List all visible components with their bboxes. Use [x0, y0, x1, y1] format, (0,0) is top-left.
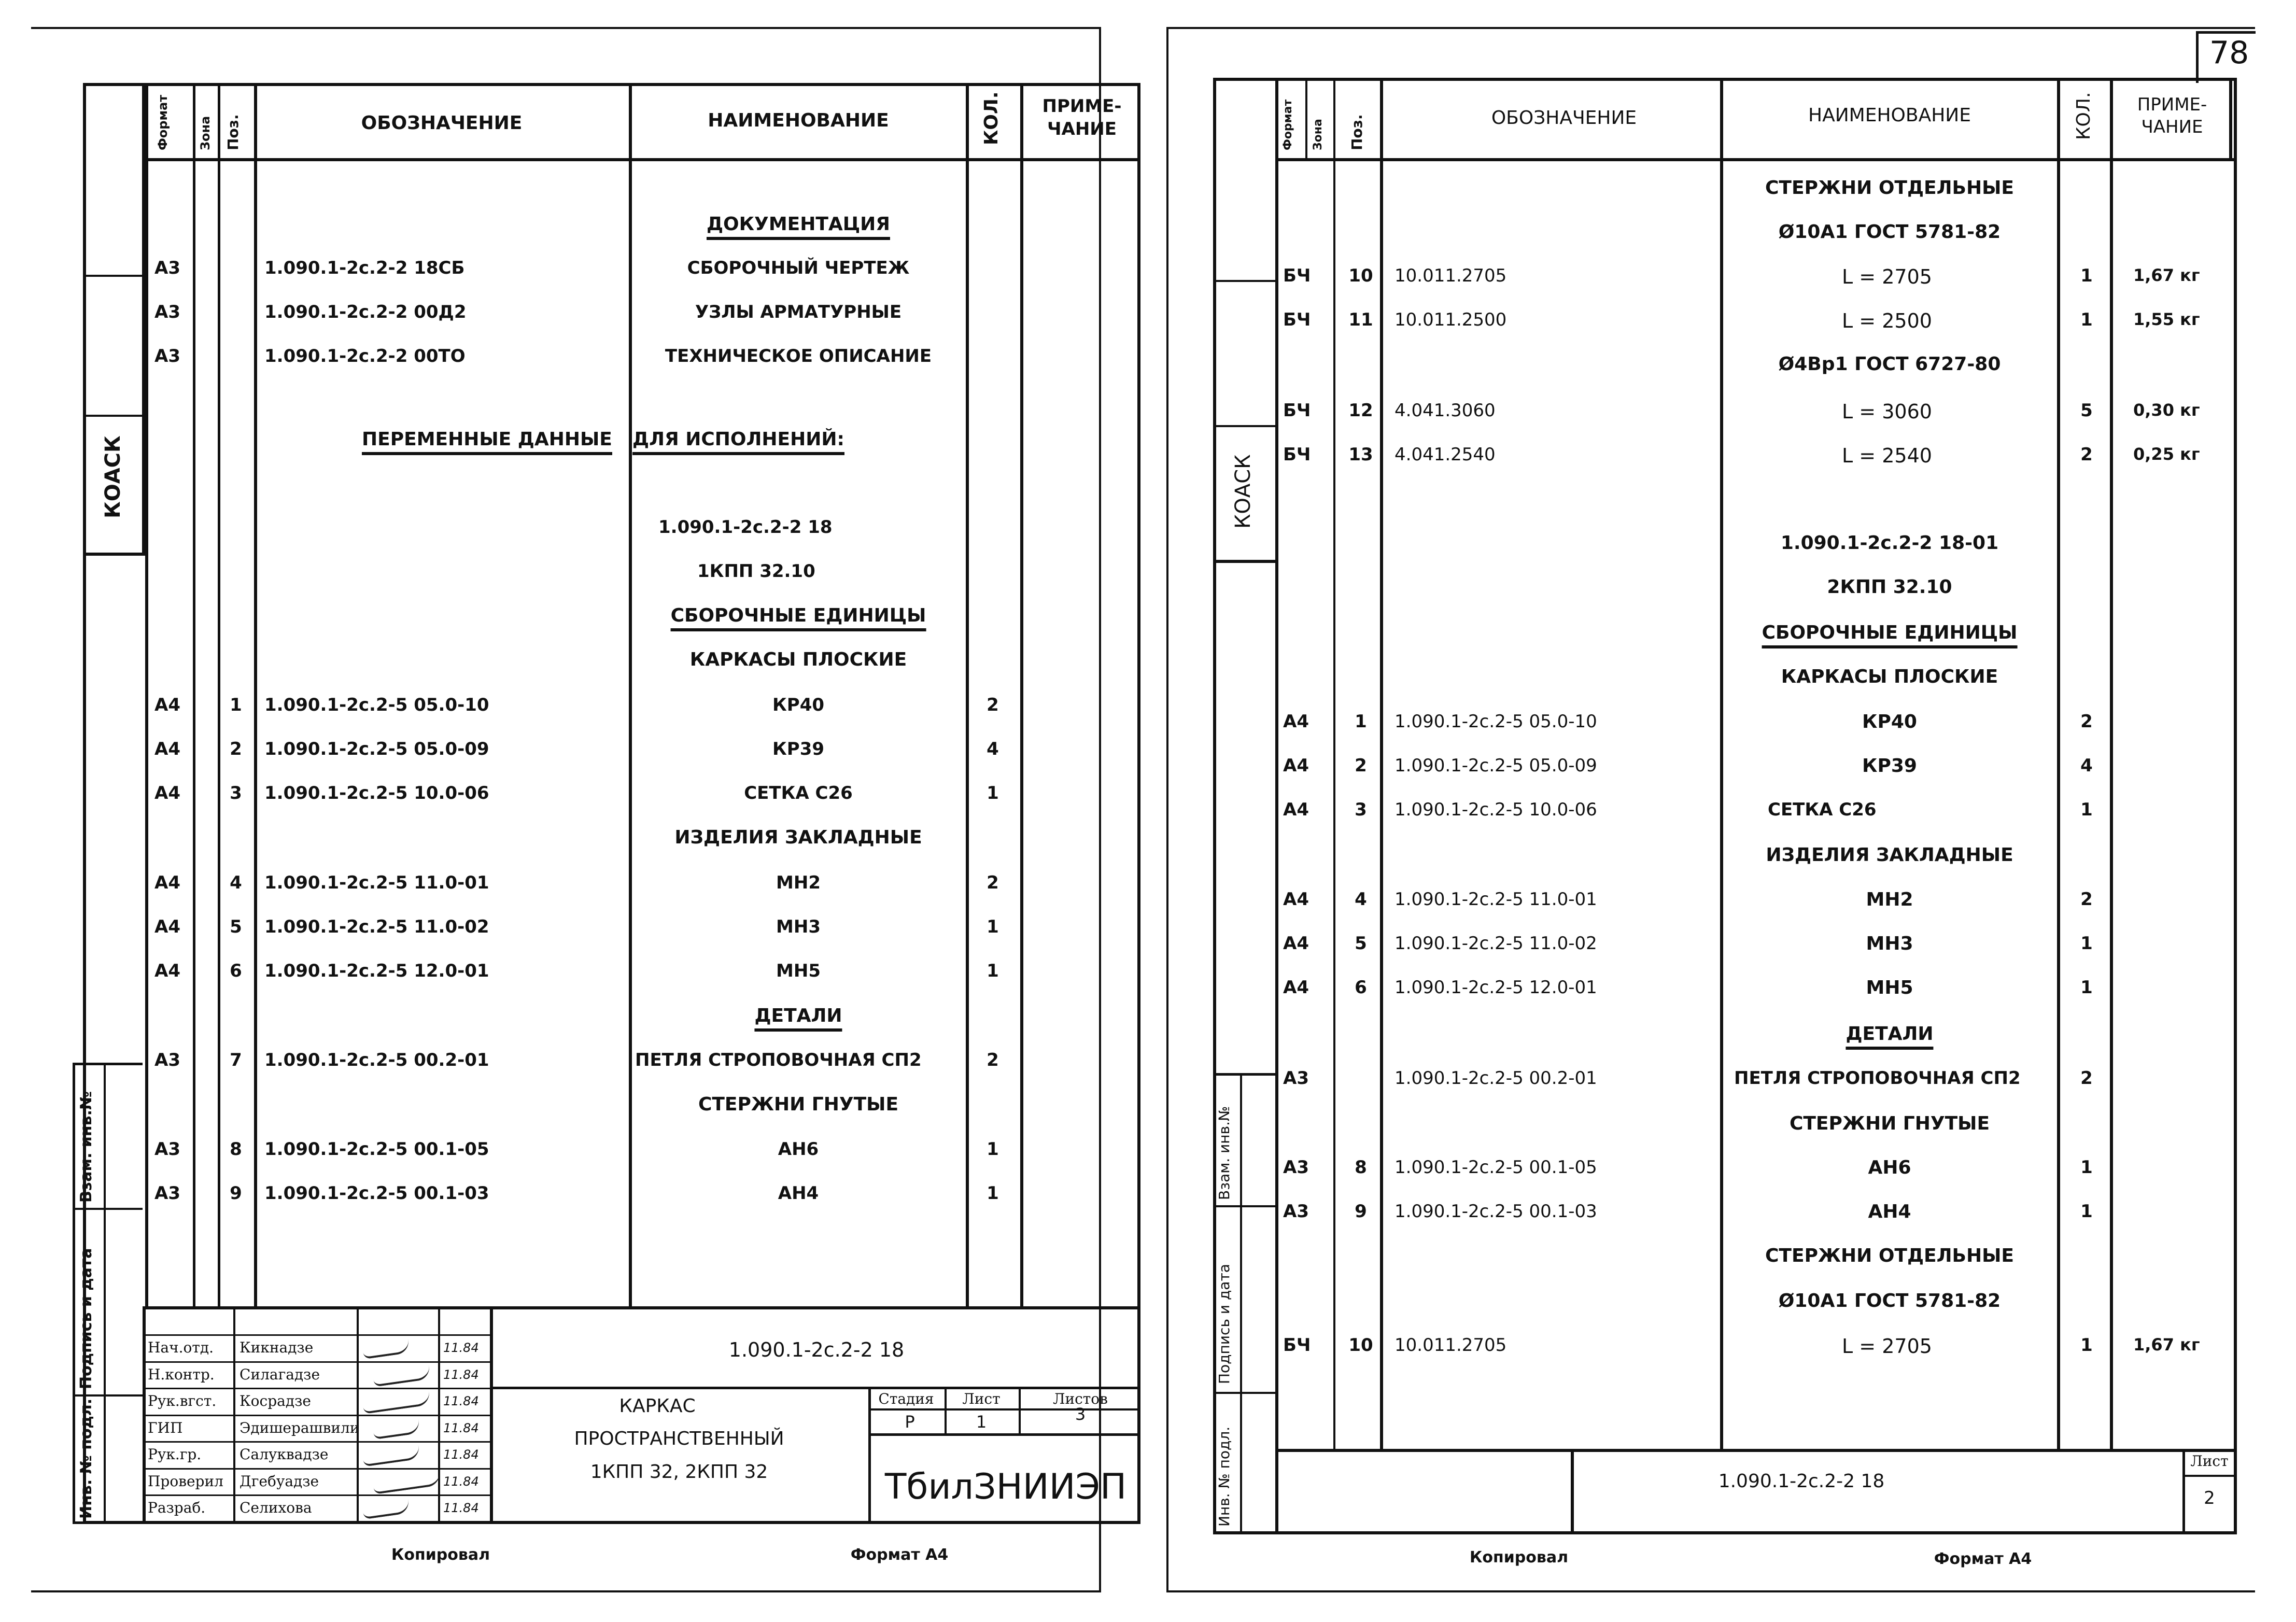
right-row-note: 1,67 кг: [2133, 1335, 2200, 1355]
left-row-format: А3: [154, 258, 180, 278]
right-row-qty: 2: [2080, 889, 2093, 910]
r-hdr-zone: Зона: [1312, 119, 1325, 150]
right-copied: Копировал: [1469, 1548, 1569, 1567]
tb-date: 11.84: [443, 1367, 479, 1382]
tb-role: Рук.вгст.: [148, 1392, 217, 1409]
title-line-3: 1КПП 32, 2КПП 32: [590, 1461, 768, 1483]
title-line-2: ПРОСТРАНСТВЕННЫЙ: [574, 1428, 784, 1449]
right-row-qty: 2: [2080, 711, 2093, 732]
right-row-des: 1.090.1-2с.2-5 10.0-06: [1394, 799, 1597, 820]
r-hdr-note-2: ЧАНИЕ: [2141, 117, 2203, 137]
left-row-name: ДОКУМЕНТАЦИЯ: [707, 215, 890, 240]
right-row-format: А4: [1283, 977, 1309, 998]
right-row-format: БЧ: [1283, 400, 1311, 421]
left-row-format: А3: [154, 302, 180, 322]
left-row-format: А3: [154, 1050, 180, 1070]
right-row-qty: 1: [2080, 1157, 2093, 1178]
left-row-format: А4: [154, 872, 180, 893]
right-row-format: БЧ: [1283, 309, 1311, 330]
right-row-pos: 3: [1355, 799, 1367, 820]
left-row-des: 1.090.1-2с.2-5 00.2-01: [264, 1050, 489, 1070]
r-hdr-format: Формат: [1281, 99, 1294, 150]
left-row-qty: 1: [987, 1183, 999, 1204]
left-row-pos: 3: [230, 783, 242, 803]
r-margin-label-swap: Взам. инв.№: [1216, 1106, 1233, 1200]
page-number: 78: [2209, 35, 2249, 71]
top-edge-left: [31, 27, 1099, 29]
left-row-pos: 8: [230, 1139, 242, 1160]
left-row-qty: 2: [987, 695, 999, 715]
left-row-pos: 9: [230, 1183, 242, 1204]
hdr-format: Формат: [156, 94, 170, 150]
right-row-name: L = 2705: [1842, 1335, 1932, 1358]
right-row-name: КАРКАСЫ ПЛОСКИЕ: [1781, 666, 1998, 687]
right-row-format: БЧ: [1283, 265, 1311, 286]
left-row-pos: 1: [230, 695, 242, 715]
right-row-pos: 11: [1348, 309, 1373, 330]
right-row-qty: 1: [2080, 799, 2093, 820]
org-name: ТбилЗНИИЭП: [884, 1466, 1127, 1507]
right-row-des: 1.090.1-2с.2-5 05.0-09: [1394, 755, 1597, 776]
right-row-format: А3: [1283, 1068, 1309, 1089]
left-row-name: УЗЛЫ АРМАТУРНЫЕ: [695, 302, 902, 322]
bottom-edge-left: [31, 1590, 1099, 1592]
left-row-name: 1.090.1-2с.2-2 18: [658, 517, 833, 538]
right-row-pos: 1: [1355, 711, 1367, 732]
right-row-pos: 5: [1355, 933, 1367, 954]
hdr-note-1: ПРИМЕ-: [1042, 96, 1122, 117]
tb-name: Косрадзе: [240, 1392, 311, 1409]
bottom-edge-right: [1166, 1590, 2255, 1592]
left-row-des: 1.090.1-2с.2-2 18СБ: [264, 258, 465, 278]
tb-date: 11.84: [443, 1447, 479, 1462]
right-row-pos: 12: [1348, 400, 1373, 421]
left-row-name: КР39: [772, 739, 825, 759]
left-row-name: КАРКАСЫ ПЛОСКИЕ: [689, 649, 907, 670]
left-row-qty: 1: [987, 783, 999, 803]
tb-name: Селихова: [240, 1499, 312, 1516]
left-row-format: А3: [154, 1139, 180, 1160]
left-row-qty: 1: [987, 1139, 999, 1160]
left-row-name: АН4: [778, 1183, 819, 1204]
left-row-des: 1.090.1-2с.2-5 00.1-05: [264, 1139, 489, 1160]
right-row-format: БЧ: [1283, 1335, 1311, 1356]
right-row-note: 1,55 кг: [2133, 309, 2200, 329]
stage-value: Р: [905, 1412, 915, 1432]
right-row-qty: 1: [2080, 309, 2093, 330]
right-row-name: L = 2540: [1842, 444, 1932, 467]
left-row-name: ДЕТАЛИ: [754, 1007, 842, 1032]
left-row-name: СБОРОЧНЫЕ ЕДИНИЦЫ: [671, 607, 926, 631]
right-row-des: 1.090.1-2с.2-5 11.0-01: [1394, 889, 1597, 910]
left-row-format: А4: [154, 695, 180, 715]
right-row-pos: 6: [1355, 977, 1367, 998]
left-row-des: 1.090.1-2с.2-5 11.0-02: [264, 916, 489, 937]
left-row-format: А4: [154, 783, 180, 803]
hdr-note-2: ЧАНИЕ: [1047, 119, 1117, 139]
left-row-format: А3: [154, 346, 180, 366]
left-row-pos: 6: [230, 961, 242, 981]
right-row-name: Ø4Вр1 ГОСТ 6727-80: [1778, 354, 2001, 375]
left-row-des: 1.090.1-2с.2-5 10.0-06: [264, 783, 489, 803]
r-hdr-note-1: ПРИМЕ-: [2137, 94, 2207, 115]
left-row-name: СЕТКА С26: [744, 783, 853, 803]
top-edge-right: [1166, 27, 2255, 29]
hdr-designation: ОБОЗНАЧЕНИЕ: [361, 112, 523, 134]
tb-name: Эдишерашвили: [240, 1419, 360, 1436]
sheet-label: Лист: [962, 1390, 1001, 1407]
tb-name: Дгебуадзе: [240, 1472, 319, 1490]
left-row-qty: 1: [987, 961, 999, 981]
right-row-name: СТЕРЖНИ ОТДЕЛЬНЫЕ: [1765, 1245, 2014, 1266]
left-row-name: СБОРОЧНЫЙ ЧЕРТЕЖ: [687, 258, 910, 278]
left-stamp: КОАСК: [101, 435, 125, 518]
right-row-qty: 5: [2080, 400, 2093, 421]
right-row-name: МН5: [1866, 977, 1913, 998]
right-row-format: А4: [1283, 711, 1309, 732]
title-line-1: КАРКАС: [619, 1395, 696, 1417]
right-row-format: А4: [1283, 889, 1309, 910]
hdr-name: НАИМЕНОВАНИЕ: [708, 110, 889, 131]
tb-role: Н.контр.: [148, 1365, 215, 1383]
right-row-name: МН2: [1866, 889, 1913, 910]
left-row-name: МН2: [776, 872, 821, 893]
r-margin-label-inv: Инв. № подл.: [1216, 1426, 1233, 1527]
right-row-name: КР40: [1862, 711, 1917, 732]
r-margin-label-sign: Подпись и дата: [1216, 1264, 1233, 1384]
left-row-name: ДЛЯ ИСПОЛНЕНИЙ:: [632, 430, 844, 455]
right-row-des: 1.090.1-2с.2-5 12.0-01: [1394, 977, 1597, 998]
center-fold-right: [1166, 27, 1168, 1592]
left-doc-code: 1.090.1-2с.2-2 18: [728, 1338, 905, 1361]
right-row-name: 1.090.1-2с.2-2 18-01: [1780, 532, 1999, 554]
right-row-format: БЧ: [1283, 444, 1311, 465]
r-hdr-pos: Поз.: [1348, 114, 1365, 150]
right-row-des: 1.090.1-2с.2-5 11.0-02: [1394, 933, 1597, 954]
tb-role: ГИП: [148, 1419, 183, 1436]
hdr-qty: КОЛ.: [981, 91, 1002, 145]
tb-date: 11.84: [443, 1394, 479, 1408]
right-row-name: СТЕРЖНИ ОТДЕЛЬНЫЕ: [1765, 177, 2014, 199]
left-row-des: 1.090.1-2с.2-5 12.0-01: [264, 961, 489, 981]
tb-role: Разраб.: [148, 1499, 206, 1516]
r-hdr-qty: КОЛ.: [2073, 92, 2094, 140]
margin-label-inv: Инв. № подл.: [77, 1398, 95, 1519]
tb-date: 11.84: [443, 1420, 479, 1435]
left-row-name: МН3: [776, 916, 821, 937]
left-row-pos: 5: [230, 916, 242, 937]
left-row-qty: 4: [987, 739, 999, 759]
right-row-name: L = 2500: [1842, 309, 1932, 332]
r-hdr-designation: ОБОЗНАЧЕНИЕ: [1491, 107, 1637, 129]
left-row-des: 1.090.1-2с.2-2 00Д2: [264, 302, 467, 322]
right-row-qty: 2: [2080, 1068, 2093, 1089]
right-row-format: А4: [1283, 799, 1309, 820]
right-row-name: СБОРОЧНЫЕ ЕДИНИЦЫ: [1762, 624, 2018, 648]
left-row-des: ПЕРЕМЕННЫЕ ДАННЫЕ: [362, 430, 612, 455]
left-row-format: А3: [154, 1183, 180, 1204]
left-row-name: КР40: [772, 695, 825, 715]
right-row-pos: 8: [1355, 1157, 1367, 1178]
right-row-name: АН6: [1868, 1157, 1911, 1178]
right-row-name: Ø10А1 ГОСТ 5781-82: [1778, 221, 2001, 243]
left-row-name: СТЕРЖНИ ГНУТЫЕ: [698, 1094, 899, 1115]
r-hdr-name: НАИМЕНОВАНИЕ: [1808, 105, 1971, 126]
right-row-note: 1,67 кг: [2133, 265, 2200, 285]
right-row-format: А3: [1283, 1201, 1309, 1222]
right-row-des: 10.011.2705: [1394, 1335, 1507, 1356]
right-row-name: СЕТКА С26: [1768, 799, 1877, 820]
right-sheet-label: Лист: [2190, 1452, 2229, 1470]
tb-role: Проверил: [148, 1472, 223, 1490]
tb-name: Силагадзе: [240, 1365, 320, 1383]
right-row-des: 1.090.1-2с.2-5 00.1-03: [1394, 1201, 1597, 1222]
left-row-qty: 2: [987, 1050, 999, 1070]
right-row-qty: 4: [2080, 755, 2093, 776]
left-row-format: А4: [154, 739, 180, 759]
right-format: Формат А4: [1934, 1550, 2032, 1568]
right-row-note: 0,30 кг: [2133, 400, 2200, 420]
right-row-name: АН4: [1868, 1201, 1911, 1222]
left-row-des: 1.090.1-2с.2-5 11.0-01: [264, 872, 489, 893]
left-row-des: 1.090.1-2с.2-5 00.1-03: [264, 1183, 489, 1204]
right-row-pos: 2: [1355, 755, 1367, 776]
right-row-des: 1.090.1-2с.2-5 05.0-10: [1394, 711, 1597, 732]
left-row-pos: 2: [230, 739, 242, 759]
left-row-qty: 1: [987, 916, 999, 937]
right-row-des: 10.011.2500: [1394, 309, 1507, 330]
margin-label-sign: Подпись и дата: [77, 1248, 95, 1389]
right-row-qty: 2: [2080, 444, 2093, 465]
tb-name: Салуквадзе: [240, 1446, 329, 1463]
left-row-name: ПЕТЛЯ СТРОПОВОЧНАЯ СП2: [635, 1050, 922, 1070]
tb-date: 11.84: [443, 1474, 479, 1489]
right-row-des: 4.041.3060: [1394, 400, 1496, 421]
right-row-format: А4: [1283, 933, 1309, 954]
right-row-note: 0,25 кг: [2133, 444, 2200, 464]
left-format: Формат А4: [850, 1546, 949, 1564]
sheets-value: 3: [1075, 1404, 1086, 1424]
right-row-qty: 1: [2080, 1201, 2093, 1222]
left-row-name: 1КПП 32.10: [697, 561, 815, 582]
right-row-qty: 1: [2080, 977, 2093, 998]
left-row-name: МН5: [776, 961, 821, 981]
left-row-pos: 4: [230, 872, 242, 893]
right-row-format: А3: [1283, 1157, 1309, 1178]
hdr-zone: Зона: [198, 116, 213, 150]
tb-date: 11.84: [443, 1341, 479, 1355]
right-row-pos: 9: [1355, 1201, 1367, 1222]
right-row-name: КР39: [1862, 755, 1917, 777]
hdr-pos: Поз.: [224, 114, 242, 150]
left-row-format: А4: [154, 961, 180, 981]
tb-role: Нач.отд.: [148, 1339, 214, 1356]
left-row-des: 1.090.1-2с.2-5 05.0-09: [264, 739, 489, 759]
left-row-des: 1.090.1-2с.2-2 00ТО: [264, 346, 466, 366]
right-row-qty: 1: [2080, 933, 2093, 954]
tb-role: Рук.гр.: [148, 1446, 202, 1463]
right-row-pos: 13: [1348, 444, 1373, 465]
right-row-des: 1.090.1-2с.2-5 00.2-01: [1394, 1068, 1597, 1089]
left-row-name: ИЗДЕЛИЯ ЗАКЛАДНЫЕ: [674, 827, 922, 848]
right-row-qty: 1: [2080, 265, 2093, 286]
right-row-qty: 1: [2080, 1335, 2093, 1356]
right-row-pos: 10: [1348, 265, 1373, 286]
tb-date: 11.84: [443, 1501, 479, 1515]
left-row-format: А4: [154, 916, 180, 937]
right-row-name: МН3: [1866, 933, 1913, 954]
right-row-name: СТЕРЖНИ ГНУТЫЕ: [1789, 1113, 1990, 1134]
right-sheet-value: 2: [2204, 1488, 2215, 1508]
right-row-des: 4.041.2540: [1394, 444, 1496, 465]
right-row-des: 1.090.1-2с.2-5 00.1-05: [1394, 1157, 1597, 1178]
right-stamp: КОАСК: [1231, 454, 1255, 529]
right-row-name: L = 3060: [1842, 400, 1932, 423]
left-row-des: 1.090.1-2с.2-5 05.0-10: [264, 695, 489, 715]
left-row-qty: 2: [987, 872, 999, 893]
left-row-name: АН6: [778, 1139, 819, 1160]
sheet-value: 1: [976, 1412, 987, 1432]
tb-name: Кикнадзе: [240, 1339, 314, 1356]
right-row-format: А4: [1283, 755, 1309, 776]
left-row-pos: 7: [230, 1050, 242, 1070]
left-row-name: ТЕХНИЧЕСКОЕ ОПИСАНИЕ: [665, 346, 932, 366]
right-row-name: L = 2705: [1842, 265, 1932, 288]
right-doc-code: 1.090.1-2с.2-2 18: [1718, 1471, 1885, 1492]
stage-label: Стадия: [878, 1390, 934, 1407]
right-row-des: 10.011.2705: [1394, 265, 1507, 286]
sheets-label: Листов: [1053, 1390, 1108, 1407]
right-row-name: 2КПП 32.10: [1827, 576, 1952, 598]
right-row-name: ПЕТЛЯ СТРОПОВОЧНАЯ СП2: [1734, 1068, 2021, 1089]
margin-label-swap: Взам. инв.№: [77, 1091, 95, 1203]
right-row-name: ДЕТАЛИ: [1846, 1025, 1933, 1050]
right-row-pos: 10: [1348, 1335, 1373, 1356]
right-row-name: ИЗДЕЛИЯ ЗАКЛАДНЫЕ: [1766, 844, 2013, 866]
left-copied: Копировал: [391, 1546, 490, 1564]
right-row-name: Ø10А1 ГОСТ 5781-82: [1778, 1290, 2001, 1311]
right-row-pos: 4: [1355, 889, 1367, 910]
